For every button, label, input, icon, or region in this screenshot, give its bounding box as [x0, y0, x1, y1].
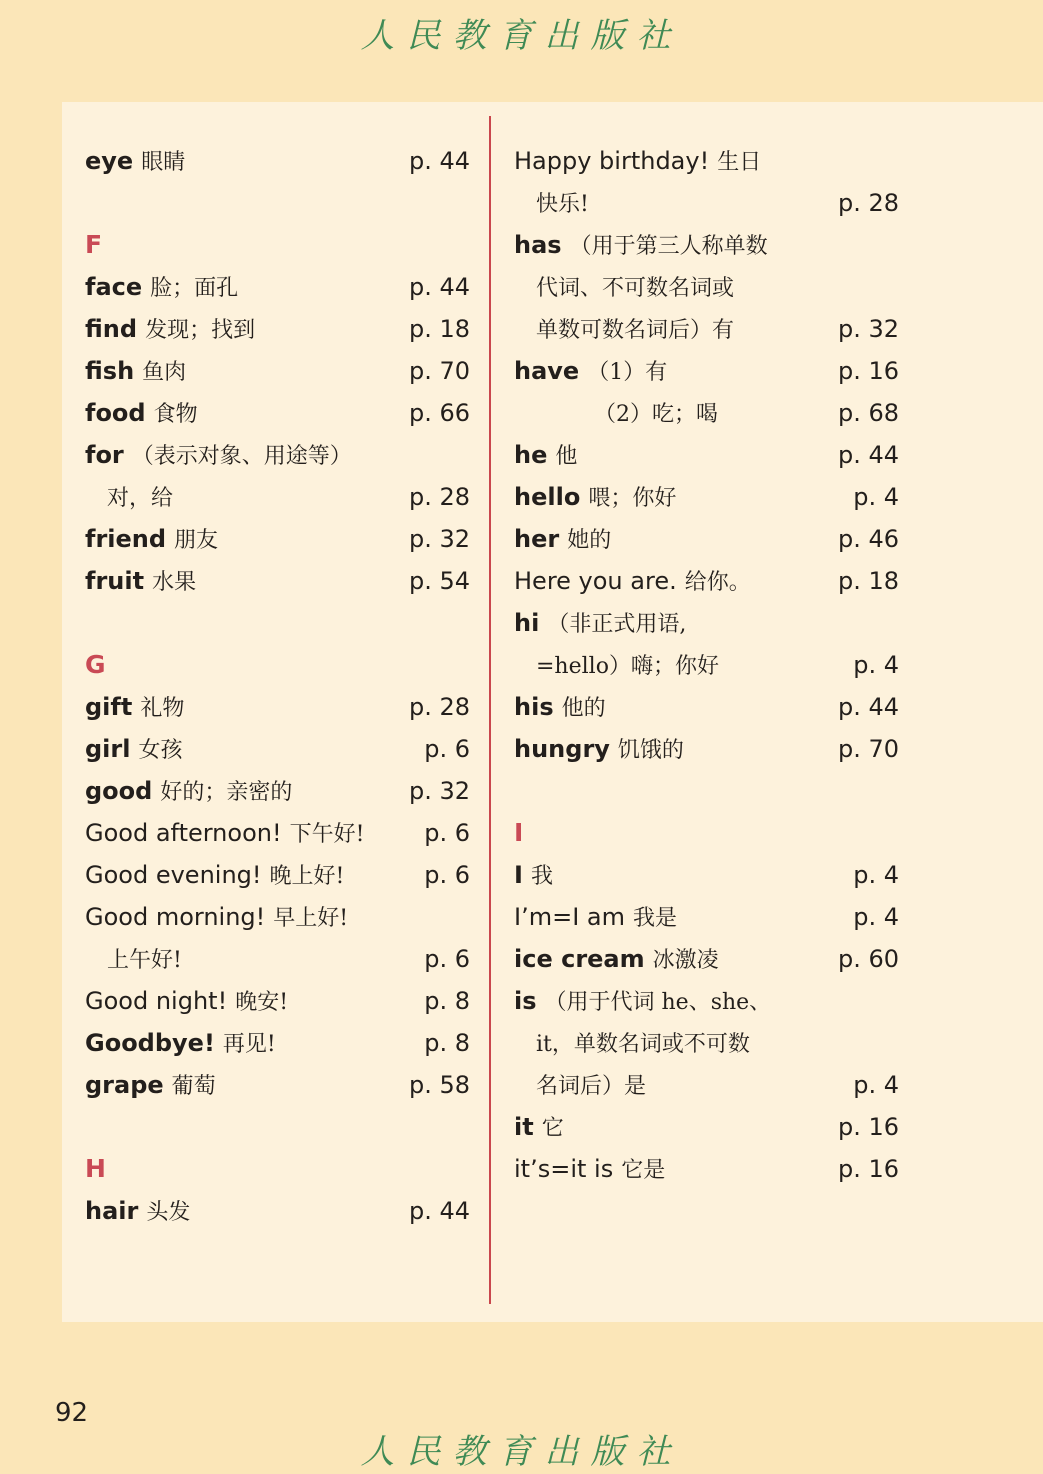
- entry-translation: =hello）嗨；你好: [536, 654, 719, 679]
- entry-word: Good evening!: [85, 861, 262, 889]
- entry-page-ref: p. 44: [408, 147, 470, 175]
- entry-page-ref: p. 6: [424, 735, 470, 763]
- entry-page-ref: p. 28: [837, 189, 899, 217]
- entry-translation: （表示对象、用途等）: [131, 444, 352, 469]
- glossary-column-left: [85, 140, 475, 1232]
- entry-word: gift: [85, 693, 133, 721]
- glossary-entry: [514, 434, 904, 476]
- entry-page-ref: p. 54: [408, 567, 470, 595]
- entry-translation: 早上好!: [273, 906, 349, 931]
- entry-page-ref: p. 32: [837, 315, 899, 343]
- entry-word: hungry: [514, 735, 610, 763]
- glossary-entry: [85, 350, 475, 392]
- glossary-entry: [514, 350, 904, 392]
- glossary-entry: [514, 728, 904, 770]
- entry-word: her: [514, 525, 560, 553]
- entry-translation: 晚安!: [235, 990, 289, 1015]
- entry-translation: 礼物: [140, 696, 185, 721]
- entry-page-ref: p. 4: [853, 651, 899, 679]
- entry-translation: 好的；亲密的: [160, 780, 293, 805]
- glossary-entry-continuation: [85, 476, 475, 518]
- glossary-entry-continuation: [514, 1064, 904, 1106]
- entry-translation: 他: [555, 444, 578, 469]
- entry-translation: （1）有: [587, 360, 668, 385]
- glossary-entry-continuation: [514, 308, 904, 350]
- entry-word: Here you are.: [514, 567, 677, 595]
- entry-word: it: [514, 1113, 534, 1141]
- entry-page-ref: p. 70: [408, 357, 470, 385]
- entry-translation: 脸；面孔: [150, 276, 239, 301]
- entry-word: fruit: [85, 567, 145, 595]
- entry-word: for: [85, 441, 124, 469]
- entry-word: find: [85, 315, 138, 343]
- glossary-entry: [514, 1148, 904, 1190]
- entry-page-ref: p. 44: [837, 441, 899, 469]
- glossary-entry: [514, 896, 904, 938]
- entry-translation: 女孩: [138, 738, 183, 763]
- entry-word: face: [85, 273, 143, 301]
- glossary-entry: [85, 770, 475, 812]
- entry-translation: 它是: [621, 1158, 666, 1183]
- entry-page-ref: p. 68: [837, 399, 899, 427]
- entry-translation: 名词后）是: [536, 1074, 647, 1099]
- glossary-entry: [514, 980, 904, 1022]
- entry-translation: 喂；你好: [588, 486, 677, 511]
- section-letter: F: [85, 230, 103, 259]
- entry-page-ref: p. 28: [408, 693, 470, 721]
- entry-word: Good morning!: [85, 903, 266, 931]
- glossary-entry: [85, 1064, 475, 1106]
- entry-translation: it，单数名词或不可数: [536, 1032, 750, 1057]
- glossary-entry: [514, 476, 904, 518]
- publisher-logo-bottom: 人民教育出版社: [360, 1432, 683, 1472]
- entry-word: Happy birthday!: [514, 147, 710, 175]
- glossary-entry: [85, 728, 475, 770]
- entry-page-ref: p. 18: [408, 315, 470, 343]
- entry-translation: 发现；找到: [145, 318, 256, 343]
- entry-page-ref: p. 4: [853, 483, 899, 511]
- entry-page-ref: p. 4: [853, 903, 899, 931]
- glossary-entry: [514, 854, 904, 896]
- entry-translation: 我: [530, 864, 553, 889]
- entry-page-ref: p. 70: [837, 735, 899, 763]
- glossary-entry: [514, 1106, 904, 1148]
- entry-page-ref: p. 58: [408, 1071, 470, 1099]
- entry-page-ref: p. 6: [424, 945, 470, 973]
- glossary-entry-continuation: [514, 182, 904, 224]
- entry-word: hair: [85, 1197, 139, 1225]
- entry-page-ref: p. 66: [408, 399, 470, 427]
- entry-word: hello: [514, 483, 581, 511]
- glossary-entry-continuation: [514, 392, 904, 434]
- glossary-entry: [514, 560, 904, 602]
- entry-page-ref: p. 32: [408, 525, 470, 553]
- section-gap: [85, 602, 475, 644]
- entry-word: his: [514, 693, 554, 721]
- entry-word: friend: [85, 525, 167, 553]
- entry-translation: 冰激凌: [652, 948, 719, 973]
- entry-word: Good night!: [85, 987, 228, 1015]
- entry-word: fish: [85, 357, 135, 385]
- glossary-entry: [85, 980, 475, 1022]
- entry-word: grape: [85, 1071, 164, 1099]
- section-gap: [85, 1106, 475, 1148]
- entry-translation: 他的: [561, 696, 606, 721]
- glossary-column-right: [514, 140, 904, 1190]
- entry-page-ref: p. 4: [853, 1071, 899, 1099]
- glossary-entry: [85, 686, 475, 728]
- entry-word: I’m=I am: [514, 903, 625, 931]
- entry-word: is: [514, 987, 537, 1015]
- entry-page-ref: p. 16: [837, 1113, 899, 1141]
- entry-translation: 再见!: [222, 1032, 276, 1057]
- glossary-entry-continuation: [514, 266, 904, 308]
- entry-translation: 眼睛: [141, 150, 186, 175]
- entry-page-ref: p. 60: [837, 945, 899, 973]
- entry-translation: 头发: [146, 1200, 191, 1225]
- entry-word: Goodbye!: [85, 1029, 215, 1057]
- entry-translation: 我是: [633, 906, 678, 931]
- entry-page-ref: p. 28: [408, 483, 470, 511]
- entry-translation: 食物: [153, 402, 198, 427]
- entry-translation: 下午好!: [289, 822, 365, 847]
- entry-word: good: [85, 777, 153, 805]
- entry-translation: 鱼肉: [142, 360, 187, 385]
- glossary-entry: [514, 518, 904, 560]
- entry-page-ref: p. 44: [408, 273, 470, 301]
- section-letter: H: [85, 1154, 106, 1183]
- entry-translation: 晚上好!: [269, 864, 345, 889]
- entry-page-ref: p. 46: [837, 525, 899, 553]
- entry-translation: 饥饿的: [617, 738, 684, 763]
- glossary-entry: [85, 896, 475, 938]
- entry-translation: 她的: [567, 528, 612, 553]
- entry-page-ref: p. 18: [837, 567, 899, 595]
- entry-translation: 生日: [717, 150, 762, 175]
- glossary-entry: [85, 308, 475, 350]
- entry-translation: （非正式用语,: [547, 612, 687, 637]
- glossary-entry: [85, 434, 475, 476]
- publisher-logo-top: 人民教育出版社: [360, 16, 683, 56]
- section-letter: G: [85, 650, 106, 679]
- glossary-entry: [85, 812, 475, 854]
- entry-word: have: [514, 357, 580, 385]
- entry-word: Good afternoon!: [85, 819, 282, 847]
- section-letter: I: [514, 818, 524, 847]
- entry-translation: 水果: [152, 570, 197, 595]
- entry-page-ref: p. 32: [408, 777, 470, 805]
- entry-page-ref: p. 16: [837, 357, 899, 385]
- entry-translation: 快乐!: [536, 192, 589, 217]
- entry-word: has: [514, 231, 562, 259]
- entry-word: hi: [514, 609, 540, 637]
- glossary-entry: [514, 686, 904, 728]
- entry-word: food: [85, 399, 146, 427]
- entry-translation: （用于代词 he、she、: [544, 990, 772, 1015]
- page-number: 92: [55, 1398, 89, 1428]
- entry-page-ref: p. 8: [424, 1029, 470, 1057]
- glossary-entry-continuation: [514, 1022, 904, 1064]
- glossary-entry: [85, 1190, 475, 1232]
- glossary-entry-continuation: [85, 938, 475, 980]
- entry-translation: 对，给: [107, 486, 174, 511]
- entry-translation: 给你。: [684, 570, 751, 595]
- entry-word: ice cream: [514, 945, 645, 973]
- entry-page-ref: p. 8: [424, 987, 470, 1015]
- entry-page-ref: p. 44: [408, 1197, 470, 1225]
- entry-page-ref: p. 6: [424, 861, 470, 889]
- glossary-entry: [514, 938, 904, 980]
- glossary-entry: [85, 560, 475, 602]
- glossary-entry: [85, 392, 475, 434]
- column-divider: [489, 116, 491, 1304]
- entry-translation: 单数可数名词后）有: [536, 318, 735, 343]
- entry-translation: （用于第三人称单数: [569, 234, 768, 259]
- entry-translation: 上午好!: [107, 948, 182, 973]
- entry-word: I: [514, 861, 523, 889]
- entry-translation: 代词、不可数名词或: [536, 276, 735, 301]
- entry-translation: 朋友: [174, 528, 219, 553]
- entry-translation: 葡萄: [171, 1074, 216, 1099]
- glossary-entry: [85, 140, 475, 182]
- glossary-entry: [514, 602, 904, 644]
- glossary-entry: [85, 518, 475, 560]
- entry-translation: （2）吃；喝: [594, 402, 718, 427]
- entry-translation: 它: [541, 1116, 564, 1141]
- glossary-entry: [85, 1022, 475, 1064]
- glossary-entry: [85, 266, 475, 308]
- glossary-entry-continuation: [514, 644, 904, 686]
- entry-word: girl: [85, 735, 131, 763]
- entry-page-ref: p. 4: [853, 861, 899, 889]
- entry-word: it’s=it is: [514, 1155, 614, 1183]
- glossary-entry: [85, 854, 475, 896]
- glossary-entry: [514, 140, 904, 182]
- entry-page-ref: p. 6: [424, 819, 470, 847]
- glossary-entry: [514, 224, 904, 266]
- entry-page-ref: p. 16: [837, 1155, 899, 1183]
- section-gap: [514, 770, 904, 812]
- entry-page-ref: p. 44: [837, 693, 899, 721]
- entry-word: he: [514, 441, 548, 469]
- section-gap: [85, 182, 475, 224]
- entry-word: eye: [85, 147, 134, 175]
